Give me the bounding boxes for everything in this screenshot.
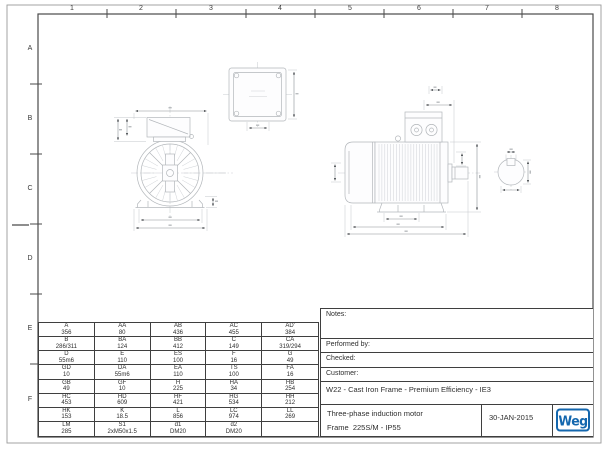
dim-cell-hb: HB 254 — [262, 380, 318, 394]
grid-row-f: F — [27, 396, 33, 403]
shaft-key-detail-view — [494, 152, 531, 193]
dim-cell-lc: LC 974 — [206, 408, 262, 422]
title-block — [320, 308, 593, 437]
grid-col-2: 2 — [139, 5, 143, 12]
logo-box — [553, 405, 593, 436]
grid-col-7: 7 — [485, 5, 489, 12]
product-line: W22 - Cast Iron Frame - Premium Efficiency - IE3 — [326, 384, 491, 394]
grid-col-3: 3 — [209, 5, 213, 12]
dim-cell-f: F 16 — [206, 351, 262, 365]
terminal-box-top-view — [223, 62, 297, 131]
grid-col-5: 5 — [348, 5, 352, 12]
motor-side-view — [331, 86, 481, 237]
dim-cell-lm: LM 285 — [39, 422, 95, 436]
weg-logo: Weg — [556, 409, 590, 432]
dim-cell-hk: HK 153 — [39, 408, 95, 422]
dim-cell-ll: LL 269 — [262, 408, 318, 422]
dim-label-marks — [119, 87, 531, 232]
dim-cell-ba: BA 124 — [95, 337, 151, 351]
dim-cell-hd: HD 609 — [95, 394, 151, 408]
grid-row-a: A — [27, 45, 33, 52]
customer-label: Customer: — [326, 370, 359, 378]
dim-cell-d: D 55m6 — [39, 351, 95, 365]
grid-col-8: 8 — [555, 5, 559, 12]
dim-cell-gd: GD 10 — [39, 365, 95, 379]
grid-col-6: 6 — [417, 5, 421, 12]
dim-cell-da: DA 55m6 — [95, 365, 151, 379]
dim-cell-fa: FA 16 — [262, 365, 318, 379]
terminal-box-dimensions — [247, 70, 297, 131]
dim-cell-d2: d2 DM20 — [206, 422, 262, 436]
dim-cell-ab: AB 436 — [151, 323, 207, 337]
dim-cell-ts: TS 100 — [206, 365, 262, 379]
dim-cell-g: G 49 — [262, 351, 318, 365]
dim-cell-h: H 225 — [151, 380, 207, 394]
dim-cell-es: ES 100 — [151, 351, 207, 365]
shaft-detail-dimensions — [501, 152, 531, 193]
notes-box — [321, 309, 593, 339]
dim-cell-k: K 18.5 — [95, 408, 151, 422]
checked-box — [321, 353, 593, 368]
dim-cell-aa: AA 80 — [95, 323, 151, 337]
customer-box — [321, 368, 593, 382]
dim-cell-s1: S1 2xM50x1.5 — [95, 422, 151, 436]
dim-cell-ha: HA 34 — [206, 380, 262, 394]
dim-cell-ac: AC 455 — [206, 323, 262, 337]
grid-row-c: C — [27, 185, 33, 192]
dim-cell-hh: HH 212 — [262, 394, 318, 408]
performed-by-label: Performed by: — [326, 340, 370, 348]
description-line-2: Frame 225S/M - IP55 — [327, 423, 401, 433]
dim-cell-a: A 356 — [39, 323, 95, 337]
grid-row-b: B — [27, 115, 33, 122]
motor-front-view — [114, 106, 233, 231]
dim-cell-bb: BB 412 — [151, 337, 207, 351]
grid-row-d: D — [27, 255, 33, 262]
date-box — [482, 405, 553, 436]
product-line-box — [321, 382, 593, 405]
front-view-dimensions — [114, 111, 226, 231]
description-line-1: Three-phase induction motor — [327, 408, 423, 418]
dim-cell-hg: HG 534 — [206, 394, 262, 408]
dim-cell-ad: AD' 384 — [262, 323, 318, 337]
dim-cell-gb: GB 49 — [39, 380, 95, 394]
grid-row-e: E — [27, 325, 33, 332]
dim-cell-c: C 149 — [206, 337, 262, 351]
checked-label: Checked: — [326, 355, 356, 363]
dim-cell-gf: GF 10 — [95, 380, 151, 394]
side-view-dimensions — [331, 86, 481, 237]
dim-cell-b: B 286/311 — [39, 337, 95, 351]
dim-cell-empty — [262, 422, 318, 436]
dim-cell-hc: HC 453 — [39, 394, 95, 408]
date-value: 30-JAN-2015 — [489, 412, 534, 422]
dim-cell-l: L 856 — [151, 408, 207, 422]
dim-cell-hf: HF 421 — [151, 394, 207, 408]
grid-col-1: 1 — [70, 5, 74, 12]
side-body-ribs — [379, 144, 437, 201]
motor-description — [321, 405, 482, 436]
front-fan-fins — [142, 145, 199, 202]
dim-cell-d1: d1 DM20 — [151, 422, 207, 436]
notes-label: Notes: — [326, 311, 347, 318]
grid-col-4: 4 — [278, 5, 282, 12]
dim-cell-e: E 110 — [95, 351, 151, 365]
dim-cell-ea: EA 110 — [151, 365, 207, 379]
dim-cell-ca: CA 319/294 — [262, 337, 318, 351]
title-block-bottom-row — [321, 405, 593, 436]
performed-by-box — [321, 339, 593, 354]
dimension-table — [38, 322, 319, 437]
